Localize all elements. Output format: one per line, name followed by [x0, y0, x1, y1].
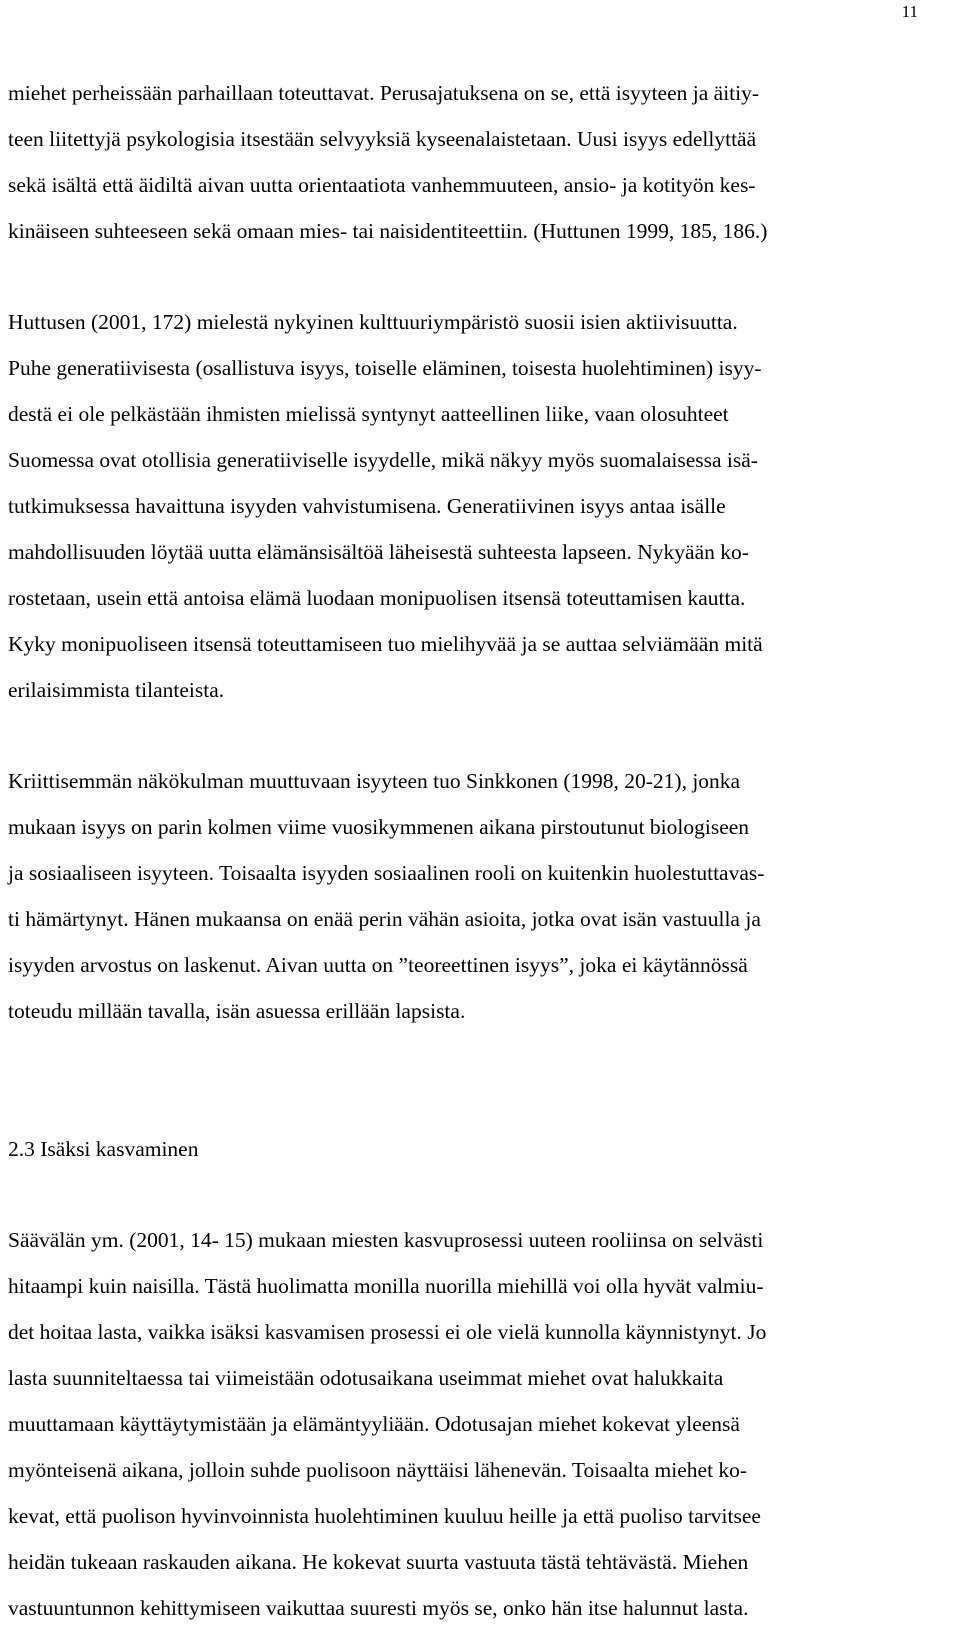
text-line: kevat, että puolison hyvinvoinnista huolehtiminen kuuluu heille ja että puoliso tarvitsee — [8, 1504, 761, 1528]
text-line: Suomessa ovat otollisia generatiiviselle isyydelle, mikä näkyy myös suomalaisessa isä- — [8, 448, 758, 472]
text-line: vastuuntunnon kehittymiseen vaikuttaa suuresti myös se, onko hän itse halunnut lasta. — [8, 1596, 749, 1620]
text-line: teen liitettyjä psykologisia itsestään selvyyksiä kyseenalaistetaan. Uusi isyys edellyttää — [8, 127, 757, 151]
text-line: muuttamaan käyttäytymistään ja elämäntyyliään. Odotusajan miehet kokevat yleensä — [8, 1412, 740, 1436]
text-line: Kyky monipuoliseen itsensä toteuttamiseen tuo mielihyvää ja se auttaa selviämään mitä — [8, 632, 763, 656]
paragraph-huttunen — [8, 299, 958, 713]
text-line: Säävälän ym. (2001, 14- 15) mukaan miesten kasvuprosessi uuteen rooliinsa on selvästi — [8, 1228, 764, 1252]
text-line: kinäiseen suhteeseen sekä omaan mies- tai naisidentiteettiin. (Huttunen 1999, 185, 186.) — [8, 219, 768, 243]
page-number: 11 — [901, 2, 918, 21]
text-line: mukaan isyys on parin kolmen viime vuosikymmenen aikana pirstoutunut biologiseen — [8, 815, 750, 839]
text-line: det hoitaa lasta, vaikka isäksi kasvamisen prosessi ei ole vielä kunnolla käynnistynyt. Jo — [8, 1320, 767, 1344]
paragraph-spacer — [8, 713, 958, 758]
text-line: Puhe generatiivisesta (osallistuva isyys, toiselle eläminen, toisesta huolehtiminen) isyy- — [8, 356, 762, 380]
text-line: erilaisimmista tilanteista. — [8, 678, 225, 702]
document-body — [8, 70, 958, 1631]
text-line: toteudu millään tavalla, isän asuessa erillään lapsista. — [8, 999, 466, 1023]
text-line: miehet perheissään parhaillaan toteuttavat. Perusajatuksena on se, että isyyteen ja äitiy- — [8, 81, 760, 105]
text-line: sekä isältä että äidiltä aivan uutta orientaatiota vanhemmuuteen, ansio- ja kotityön kes- — [8, 173, 756, 197]
text-line: destä ei ole pelkästään ihmisten mielissä syntynyt aatteellinen liike, vaan olosuhteet — [8, 402, 729, 426]
text-line: myönteisenä aikana, jolloin suhde puolisoon näyttäisi lähenevän. Toisaalta miehet ko- — [8, 1458, 748, 1482]
section-heading: 2.3 Isäksi kasvaminen — [8, 1137, 199, 1161]
paragraph-spacer — [8, 1172, 958, 1217]
text-line: Huttusen (2001, 172) mielestä nykyinen kulttuuriympäristö suosii isien aktiivisuutta. — [8, 310, 738, 334]
text-line: ti hämärtynyt. Hänen mukaansa on enää perin vähän asioita, jotka ovat isän vastuulla ja — [8, 907, 761, 931]
text-line: lasta suunniteltaessa tai viimeistään odotusaikana useimmat miehet ovat halukkaita — [8, 1366, 724, 1390]
text-line: Kriittisemmän näkökulman muuttuvaan isyyteen tuo Sinkkonen (1998, 20-21), jonka — [8, 769, 741, 793]
text-line: mahdollisuuden löytää uutta elämänsisältöä läheisestä suhteesta lapseen. Nykyään ko- — [8, 540, 749, 564]
paragraph-sinkkonen — [8, 758, 958, 1034]
text-line: isyyden arvostus on laskenut. Aivan uutta on ”teoreettinen isyys”, joka ei käytännössä — [8, 953, 748, 977]
text-line: rostetaan, usein että antoisa elämä luodaan monipuolisen itsensä toteuttamisen kautta. — [8, 586, 746, 610]
paragraph-saavala — [8, 1217, 958, 1631]
section-spacer — [8, 1034, 958, 1126]
text-line: hitaampi kuin naisilla. Tästä huolimatta monilla nuorilla miehillä voi olla hyvät valmiu- — [8, 1274, 764, 1298]
paragraph-spacer — [8, 254, 958, 299]
text-line: heidän tukeaan raskauden aikana. He kokevat suurta vastuuta tästä tehtävästä. Miehen — [8, 1550, 749, 1574]
paragraph-intro — [8, 70, 958, 254]
text-line: tutkimuksessa havaittuna isyyden vahvistumisena. Generatiivinen isyys antaa isälle — [8, 494, 726, 518]
text-line: ja sosiaaliseen isyyteen. Toisaalta isyyden sosiaalinen rooli on kuitenkin huolestuttavas- — [8, 861, 765, 885]
